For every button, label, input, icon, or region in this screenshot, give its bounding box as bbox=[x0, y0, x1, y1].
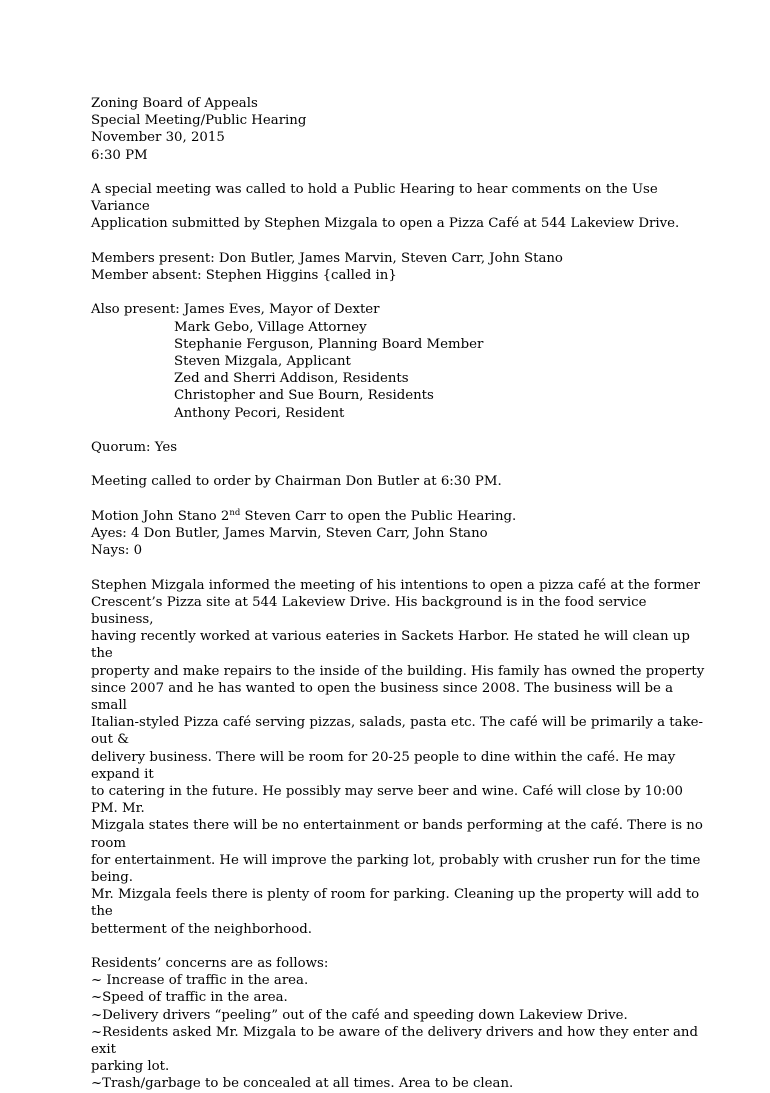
also-present-section bbox=[91, 301, 710, 421]
motion-prefix: Motion John Stano 2 bbox=[91, 508, 230, 524]
intro-line: A special meeting was called to hold a Public Hearing to hear comments on the Use Variance bbox=[91, 182, 658, 215]
intro-line: Application submitted by Stephen Mizgala to open a Pizza Café at 544 Lakeview Drive. bbox=[91, 216, 680, 232]
concern-item: parking lot. bbox=[91, 1059, 170, 1075]
members-section bbox=[91, 250, 710, 284]
spacer bbox=[91, 233, 710, 250]
meeting-time: 6:30 PM bbox=[91, 147, 148, 163]
spacer bbox=[91, 938, 710, 955]
board-title: Zoning Board of Appeals bbox=[91, 96, 258, 111]
narrative-line: Italian-styled Pizza café serving pizzas, salads, pasta etc. The café will be primarily a take-out & bbox=[91, 715, 703, 748]
narrative-line: property and make repairs to the inside of the building. His family has owned the property bbox=[91, 663, 705, 679]
attendee: Stephanie Ferguson, Planning Board Member bbox=[174, 336, 484, 352]
spacer bbox=[91, 164, 710, 181]
motion-ayes: Ayes: 4 Don Butler, James Marvin, Steven Carr, John Stano bbox=[91, 525, 488, 541]
narrative-line: Mizgala states there will be no entertainment or bands performing at the café. There is no room bbox=[91, 818, 703, 851]
narrative-line: betterment of the neighborhood. bbox=[91, 921, 313, 937]
spacer bbox=[91, 559, 710, 576]
motion-section bbox=[91, 508, 710, 560]
attendee: Anthony Pecori, Resident bbox=[174, 405, 345, 421]
attendee: Zed and Sherri Addison, Residents bbox=[174, 371, 409, 387]
meeting-header bbox=[91, 95, 710, 164]
concern-item: ~Residents asked Mr. Mizgala to be aware of the delivery drivers and how they enter and exit bbox=[91, 1024, 698, 1058]
motion-nays: Nays: 0 bbox=[91, 543, 143, 559]
motion-suffix: Steven Carr to open the Public Hearing. bbox=[240, 508, 517, 524]
concern-item: ~Delivery drivers “peeling” out of the café and speeding down Lakeview Drive. bbox=[91, 1007, 628, 1023]
narrative-line: delivery business. There will be room for 20-25 people to dine within the café. He may expand it bbox=[91, 749, 676, 782]
motion-line bbox=[91, 508, 710, 525]
spacer bbox=[91, 422, 710, 439]
called-to-order: Meeting called to order by Chairman Don Butler at 6:30 PM. bbox=[91, 474, 502, 490]
narrative-line: Stephen Mizgala informed the meeting of his intentions to open a pizza café at the former bbox=[91, 577, 701, 593]
members-absent: Member absent: Stephen Higgins {called in} bbox=[91, 268, 397, 283]
narrative-line: having recently worked at various eateries in Sackets Harbor. He stated he will clean up the bbox=[91, 629, 690, 662]
intro-paragraph bbox=[91, 181, 710, 233]
attendee: Steven Mizgala, Applicant bbox=[174, 354, 351, 369]
attendee: James Eves, Mayor of Dexter bbox=[183, 302, 380, 318]
concern-item: ~ Increase of traffic in the area. bbox=[91, 973, 309, 989]
narrative-line: being. bbox=[91, 870, 133, 886]
narrative-line: to catering in the future. He possibly may serve beer and wine. Café will close by 10:00 PM. Mr. bbox=[91, 784, 683, 817]
quorum: Quorum: Yes bbox=[91, 440, 178, 455]
also-present-line bbox=[91, 301, 710, 318]
also-present-label: Also present: bbox=[91, 302, 184, 318]
concern-item: ~Speed of traffic in the area. bbox=[91, 990, 288, 1006]
narrative-line: Crescent’s Pizza site at 544 Lakeview Drive. His background is in the food service business, bbox=[91, 594, 647, 627]
motion-ordinal: nd bbox=[229, 507, 241, 518]
narrative-paragraph bbox=[91, 577, 710, 938]
spacer bbox=[91, 491, 710, 508]
meeting-date: November 30, 2015 bbox=[91, 130, 225, 146]
meeting-type: Special Meeting/Public Hearing bbox=[91, 113, 307, 129]
narrative-line: Mr. Mizgala feels there is plenty of room for parking. Cleaning up the property will add to the bbox=[91, 887, 700, 920]
narrative-line: for entertainment. He will improve the parking lot, probably with crusher run for the time bbox=[91, 852, 701, 868]
concern-item: ~Trash/garbage to be concealed at all times. Area to be clean. bbox=[91, 1076, 514, 1092]
narrative-line: since 2007 and he has wanted to open the business since 2008. The business will be a small bbox=[91, 680, 674, 713]
spacer bbox=[91, 456, 710, 473]
attendee: Christopher and Sue Bourn, Residents bbox=[174, 388, 434, 404]
concerns-heading: Residents’ concerns are as follows: bbox=[91, 956, 329, 972]
members-present: Members present: Don Butler, James Marvin, Steven Carr, John Stano bbox=[91, 250, 563, 266]
attendee: Mark Gebo, Village Attorney bbox=[174, 319, 367, 335]
spacer bbox=[91, 284, 710, 301]
